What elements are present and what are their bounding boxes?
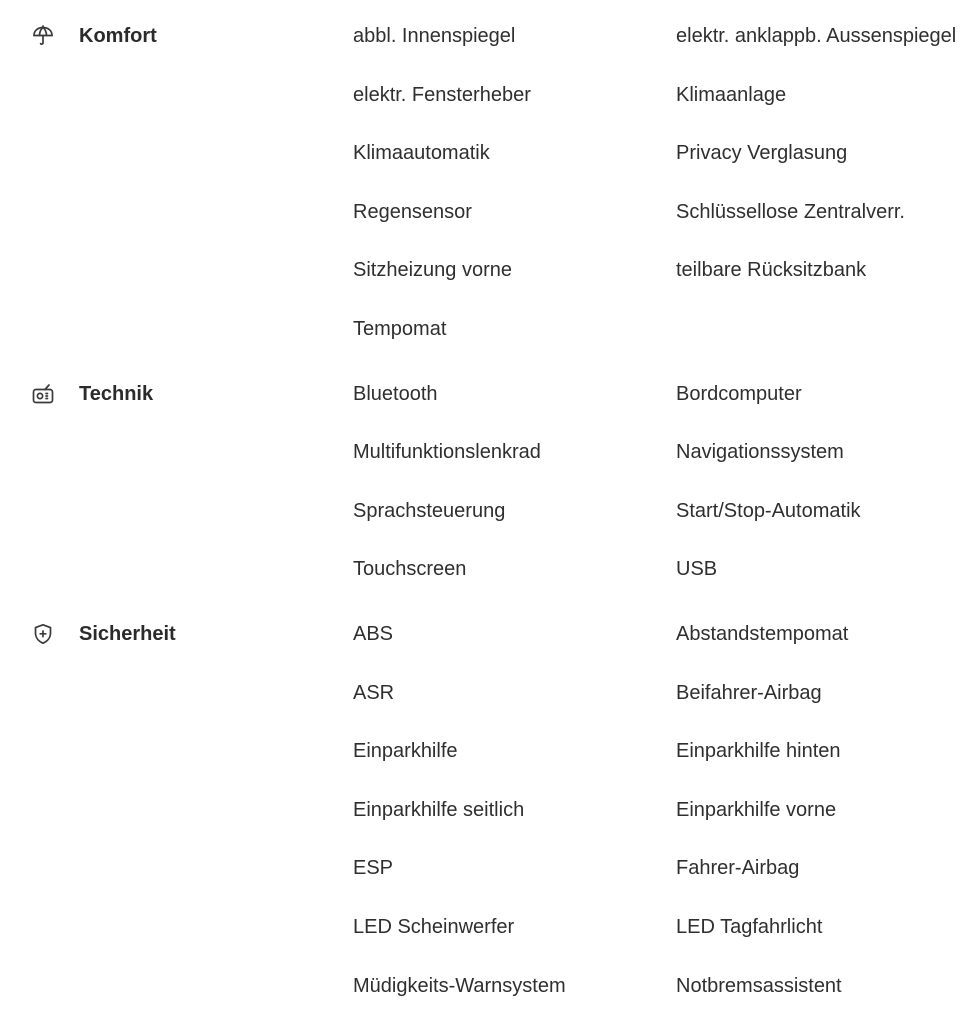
feature-item: LED Scheinwerfer <box>353 912 676 971</box>
feature-item: Müdigkeits-Warnsystem <box>353 971 676 1029</box>
feature-item: Beifahrer-Airbag <box>676 678 974 737</box>
feature-item: Multifunktionslenkrad <box>353 437 676 496</box>
feature-item: Privacy Verglasung <box>676 138 974 197</box>
feature-item: LED Tagfahrlicht <box>676 912 974 971</box>
section-header <box>0 21 353 51</box>
section-komfort <box>0 21 974 373</box>
feature-item: Schlüssellose Zentralverr. <box>676 197 974 256</box>
feature-items <box>353 21 974 373</box>
section-technik <box>0 379 974 613</box>
feature-item: Bluetooth <box>353 379 676 438</box>
feature-item: elektr. Fensterheber <box>353 80 676 139</box>
feature-items <box>353 619 974 1029</box>
umbrella-icon <box>31 24 55 48</box>
feature-item: teilbare Rücksitzbank <box>676 255 974 314</box>
section-sicherheit <box>0 619 974 1029</box>
feature-item: Touchscreen <box>353 554 676 613</box>
section-header <box>0 379 353 409</box>
feature-item: Sprachsteuerung <box>353 496 676 555</box>
section-header <box>0 619 353 649</box>
shield-plus-icon <box>31 622 55 646</box>
feature-item: Fahrer-Airbag <box>676 853 974 912</box>
feature-item: ESP <box>353 853 676 912</box>
feature-item: Sitzheizung vorne <box>353 255 676 314</box>
section-title: Sicherheit <box>79 622 176 646</box>
feature-items <box>353 379 974 613</box>
feature-item: Klimaanlage <box>676 80 974 139</box>
feature-item: USB <box>676 554 974 613</box>
feature-item: Notbremsassistent <box>676 971 974 1029</box>
feature-item: elektr. anklappb. Aussenspiegel <box>676 21 974 80</box>
feature-item: Klimaautomatik <box>353 138 676 197</box>
feature-item: Regensensor <box>353 197 676 256</box>
feature-item: Bordcomputer <box>676 379 974 438</box>
feature-item: Einparkhilfe seitlich <box>353 795 676 854</box>
section-title: Technik <box>79 382 153 406</box>
feature-item: abbl. Innenspiegel <box>353 21 676 80</box>
feature-item: Tempomat <box>353 314 676 373</box>
feature-item: Navigationssystem <box>676 437 974 496</box>
feature-item: Abstandstempomat <box>676 619 974 678</box>
feature-item: ASR <box>353 678 676 737</box>
feature-item: Einparkhilfe vorne <box>676 795 974 854</box>
feature-item: Einparkhilfe hinten <box>676 736 974 795</box>
feature-item: ABS <box>353 619 676 678</box>
feature-item: Einparkhilfe <box>353 736 676 795</box>
section-title: Komfort <box>79 24 157 48</box>
radio-icon <box>31 382 55 406</box>
feature-item: Start/Stop-Automatik <box>676 496 974 555</box>
